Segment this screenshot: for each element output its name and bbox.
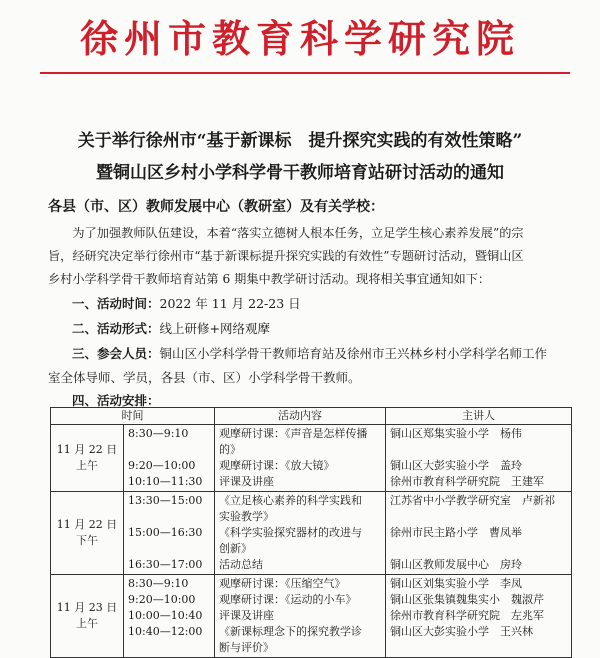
content-line: 观摩研讨课：《放大镜》 xyxy=(219,459,335,472)
item-attendees-continuation: 室全体导师、学员，各县（市、区）小学科学骨干教师。 xyxy=(48,370,361,385)
content-cell xyxy=(215,425,386,492)
table-row xyxy=(51,492,572,575)
speaker-line: 铜山区郑集实验小学 杨伟 xyxy=(390,427,522,440)
time-slot: 16:30—17:00 xyxy=(128,558,203,571)
time-slot: 9:20—10:00 xyxy=(128,593,196,606)
intro-paragraph xyxy=(48,222,568,291)
item-label: 三、参会人员： xyxy=(72,346,160,361)
content-cell xyxy=(215,492,386,575)
speaker-line: 铜山区张集镇魏集实小 魏淑芹 xyxy=(390,593,544,606)
item-format xyxy=(72,317,572,341)
speaker-line: 江苏省中小学教学研究室 卢新祁 xyxy=(390,494,555,507)
speaker-line: 铜山区大彭实验小学 盖玲 xyxy=(390,459,522,472)
time-slot xyxy=(128,541,210,557)
content-cell xyxy=(215,575,386,658)
content-line: 《科学实验探究器材的改进与 xyxy=(219,526,362,539)
table-header-row xyxy=(51,408,572,425)
item-time xyxy=(72,292,572,316)
time-slot: 15:00—16:30 xyxy=(128,526,203,539)
notice-title-line1: 关于举行徐州市“基于新课标 提升探究实践的有效性策略” xyxy=(77,131,523,151)
time-slot: 10:40—12:00 xyxy=(128,625,203,638)
time-slot: 13:30—15:00 xyxy=(128,494,203,507)
intro-line: 旨，经研究决定举行徐州市“基于新课标提升探究实践的有效性”专题研讨活动，暨铜山区 xyxy=(48,249,524,263)
date-period: 上午 xyxy=(76,617,98,630)
item-label: 四、活动安排： xyxy=(72,393,160,408)
speaker-line xyxy=(390,640,567,656)
time-slot: 10:10—11:30 xyxy=(128,475,203,488)
speaker-cell xyxy=(386,492,572,575)
time-slot: 8:30—9:10 xyxy=(128,577,189,590)
header-speaker: 主讲人 xyxy=(386,408,572,425)
table-row xyxy=(51,575,572,658)
intro-line: 为了加强教师队伍建设，本着“落实立德树人根本任务，立足学生核心素养发展”的宗 xyxy=(72,226,524,240)
item-label: 一、活动时间： xyxy=(72,296,160,311)
date-period: 下午 xyxy=(76,534,98,547)
item-attendees xyxy=(72,342,572,366)
content-line: 《新课标理念下的探究教学诊 xyxy=(219,625,362,638)
time-cell xyxy=(124,492,215,575)
schedule-table xyxy=(50,407,572,658)
content-line: 观摩研讨课：《运动的小车》 xyxy=(219,593,357,606)
content-line: 创新》 xyxy=(219,542,252,555)
date-cell xyxy=(51,492,124,575)
speaker-line: 徐州市教育科学研究院 左兆军 xyxy=(390,609,544,622)
content-line: 的》 xyxy=(219,443,241,456)
speaker-line xyxy=(390,541,567,557)
date-label: 11 月 22 日 xyxy=(56,443,118,456)
date-period: 上午 xyxy=(76,459,98,472)
header-divider xyxy=(40,72,570,74)
content-line: 实验教学》 xyxy=(219,510,274,523)
intro-line: 乡村小学科学骨干教师培育站第 6 期集中教学研讨活动。现将相关事宜通知如下： xyxy=(48,272,491,286)
header-content: 活动内容 xyxy=(215,408,386,425)
speaker-line: 徐州市民主路小学 曹凤举 xyxy=(390,526,522,539)
speaker-line: 铜山区刘集实验小学 李凤 xyxy=(390,577,522,590)
org-name: 徐州市教育科学研究院 xyxy=(79,16,520,61)
header-time: 时间 xyxy=(51,408,215,425)
time-cell xyxy=(124,575,215,658)
speaker-line: 铜山区教师发展中心 房玲 xyxy=(390,558,522,571)
content-line: 断与评价》 xyxy=(219,641,274,654)
date-cell xyxy=(51,575,124,658)
content-line: 《立足核心素养的科学实践和 xyxy=(219,494,362,507)
content-line: 评课及讲座 xyxy=(219,609,274,622)
content-line: 观摩研讨课：《压缩空气》 xyxy=(219,577,346,590)
date-label: 11 月 23 日 xyxy=(56,601,118,614)
speaker-line xyxy=(390,509,567,525)
item-label: 二、活动形式： xyxy=(72,321,160,336)
date-label: 11 月 22 日 xyxy=(56,518,118,531)
time-slot: 10:00—10:40 xyxy=(128,609,203,622)
speaker-cell xyxy=(386,425,572,492)
content-line: 评课及讲座 xyxy=(219,475,274,488)
time-cell xyxy=(124,425,215,492)
content-line: 观摩研讨课：《声音是怎样传播 xyxy=(219,427,368,440)
table-row xyxy=(51,425,572,492)
speaker-line xyxy=(390,442,567,458)
addressee: 各县（市、区）教师发展中心（教研室）及有关学校： xyxy=(48,199,384,215)
speaker-line: 铜山区大彭实验小学 王兴林 xyxy=(390,625,533,638)
notice-title-line2: 暨铜山区乡村小学科学骨干教师培育站研讨活动的通知 xyxy=(96,163,504,183)
item-text: 2022 年 11 月 22-23 日 xyxy=(159,296,301,311)
speaker-cell xyxy=(386,575,572,658)
time-slot xyxy=(128,509,210,525)
date-cell xyxy=(51,425,124,492)
item-text: 铜山区小学科学骨干教师培育站及徐州市王兴林乡村小学科学名师工作 xyxy=(159,346,548,361)
time-slot xyxy=(128,640,210,656)
time-slot: 8:30—9:10 xyxy=(128,427,189,440)
time-slot: 9:20—10:00 xyxy=(128,459,196,472)
content-line: 活动总结 xyxy=(219,558,263,571)
time-slot xyxy=(128,442,210,458)
speaker-line: 徐州市教育科学研究院 王建军 xyxy=(390,475,544,488)
item-text: 线上研修+网络观摩 xyxy=(159,321,270,336)
